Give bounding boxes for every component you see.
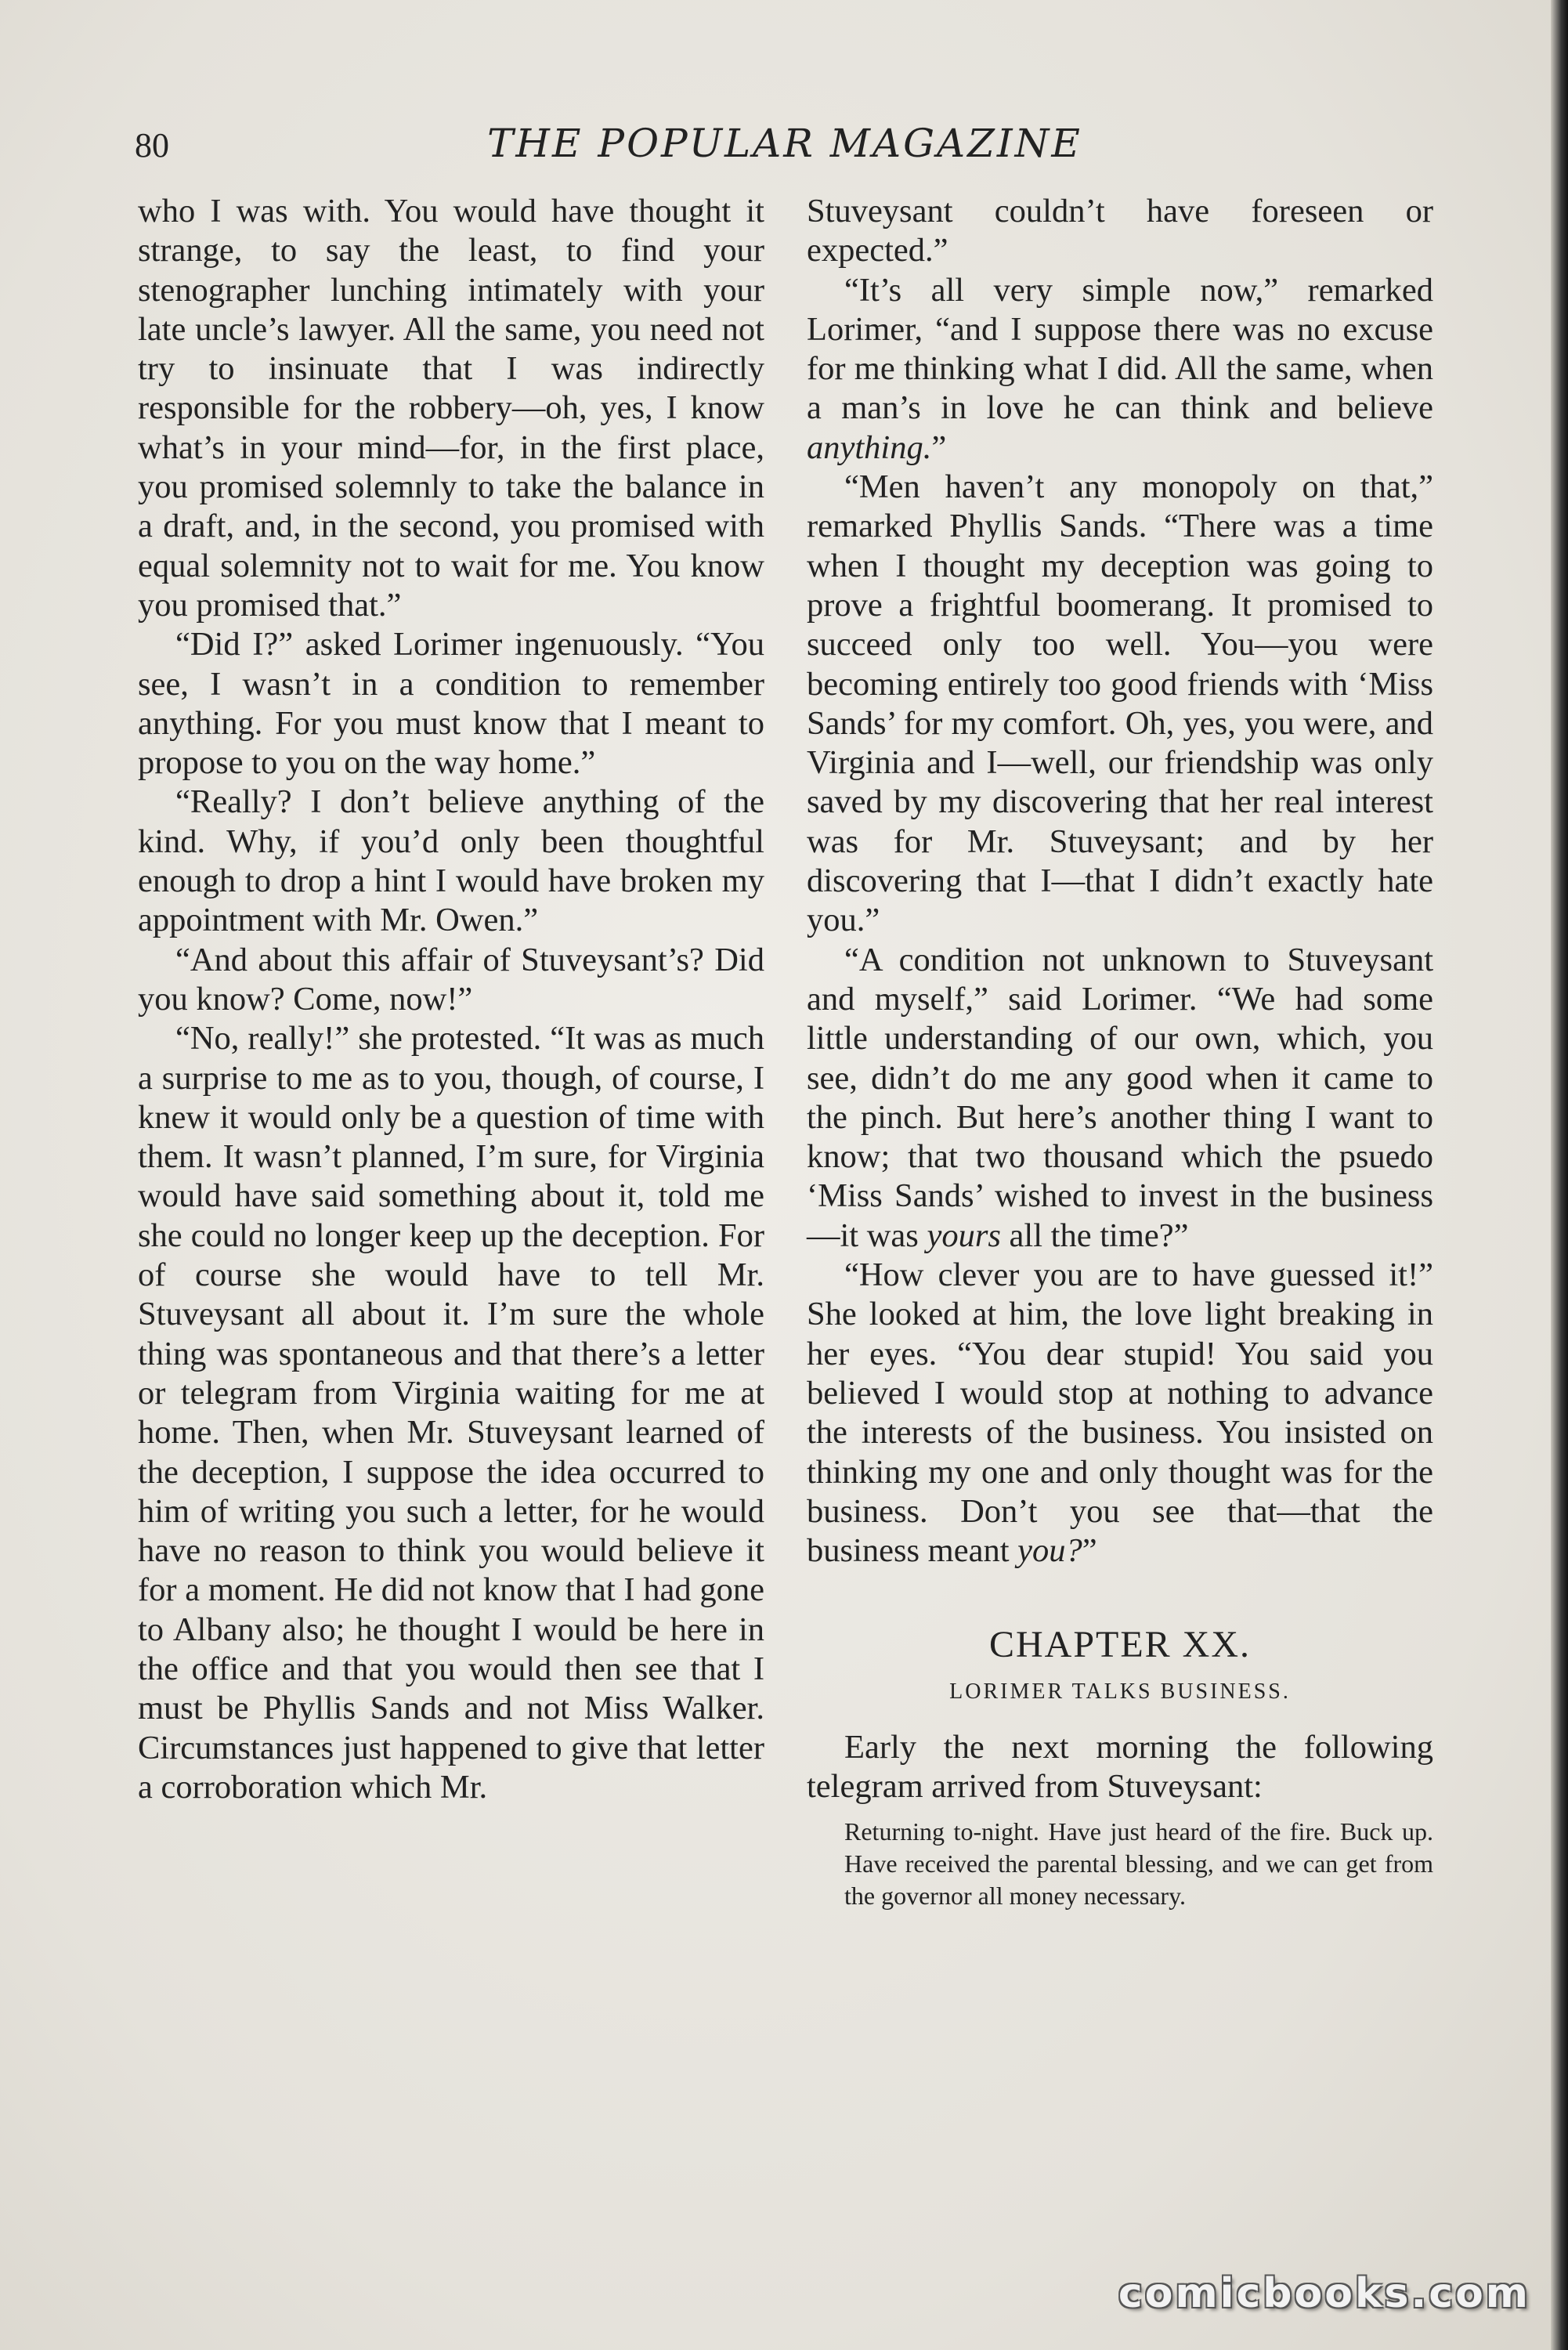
chapter-subtitle: LORIMER TALKS BUSINESS. [949,1679,1291,1704]
text-run: all the time?” [1000,1217,1189,1254]
right-paragraph-2 [807,271,1433,468]
text-run: “It’s all very simple now,” remarked Lorimer, “and I suppose there was no excuse for me thinking what I did. All the same, when a man’s in love he can think and believe [807,271,1433,427]
site-watermark: comicbooks.com [1118,2270,1530,2317]
text-run: ” [1082,1532,1097,1570]
left-paragraph-4: “And about this affair of Stuveysant’s? Did you know? Come, now!” [138,941,764,1018]
left-paragraph-5: “No, really!” she protested. “It was as much a surprise to me as to you, though, of course, I knew it would only be a question of time with them. It wasn’t planned, I’m sure, for Virginia would have said something about it, told me she could no longer keep up the deception. For of course she would have to tell Mr. Stuveysant all about it. I’m sure the whole thing was spontaneous and that there’s a letter or telegram from Virginia waiting for me at home. Then, when Mr. Stuveysant learned of the deception, I suppose the idea occurred to him of writing you such a letter, for he would have no reason to think you would believe it for a moment. He did not know that I had gone to Albany also; he thought I would be here in the office and that you would then see that I must be Phyllis Sands and not Miss Walker. Circumstances just happened to give that letter a corroboration which Mr. [138,1020,764,1806]
right-paragraph-1: Stuveysant couldn’t have foreseen or expected.” [807,193,1433,269]
italic-text: you? [1017,1532,1082,1570]
telegram-text: Returning to-night. Have just heard of the fire. Buck up. Have received the parental blessing, and we can get from the governor all money necessary. [844,1817,1433,1911]
right-paragraph-4 [807,941,1433,1256]
page-number: 80 [135,126,169,164]
left-column [138,192,764,1807]
italic-text: yours [927,1217,1001,1254]
right-column [807,192,1433,1912]
right-paragraph-6: Early the next morning the following telegram arrived from Stuveysant: [807,1728,1433,1805]
right-paragraph-5 [807,1256,1433,1571]
left-paragraph-3: “Really? I don’t believe anything of the kind. Why, if you’d only been thoughtful enough to drop a hint I would have broken my appointment with Mr. Owen.” [138,783,764,939]
running-title: THE POPULAR MAGAZINE [487,121,1082,166]
italic-text: anything. [807,428,932,466]
right-paragraph-3: “Men haven’t any monopoly on that,” remarked Phyllis Sands. “There was a time when I thought my deception was going to prove a frightful boomerang. It promised to succeed only too well. You—you were becoming entirely too good friends with ‘Miss Sands’ for my comfort. Oh, yes, you were, and Virginia and I—well, our friendship was only saved by my discovering that her real interest was for Mr. Stuveysant; and by her discovering that I—that I didn’t exactly hate you.” [807,468,1433,939]
page-header [135,116,1435,171]
left-paragraph-2: “Did I?” asked Lorimer ingenuously. “You see, I wasn’t in a condition to remember anything. For you must know that I meant to propose to you on the way home.” [138,626,764,782]
text-run: “A condition not unknown to Stuveysant and myself,” said Lorimer. “We had some little understanding of our own, which, you see, didn’t do me any good when it came to the pinch. But here’s another thing I want to know; that two thousand which the psuedo ‘Miss Sands’ wished to invest in the business—it was [807,941,1433,1254]
chapter-title: CHAPTER XX. [988,1624,1252,1666]
text-run: ” [931,428,947,466]
left-paragraph-1: who I was with. You would have thought it strange, to say the least, to find your stenographer lunching intimately with your late uncle’s lawyer. All the same, you need not try to insinuate that I was indirectly responsible for the robbery—oh, yes, I know what’s in your mind—for, in the first place, you promised solemnly to take the balance in a draft, and, in the second, you promised with equal solemnity not to wait for me. You know you promised that.” [138,193,764,624]
binding-edge [1551,0,1568,2350]
text-run: “How clever you are to have guessed it!” She looked at him, the love light breaking in her eyes. “You dear stupid! You said you believed I would stop at nothing to advance the interests of the business. You insisted on thinking my one and only thought was for the business. Don’t you see that—that the business meant [807,1256,1433,1570]
